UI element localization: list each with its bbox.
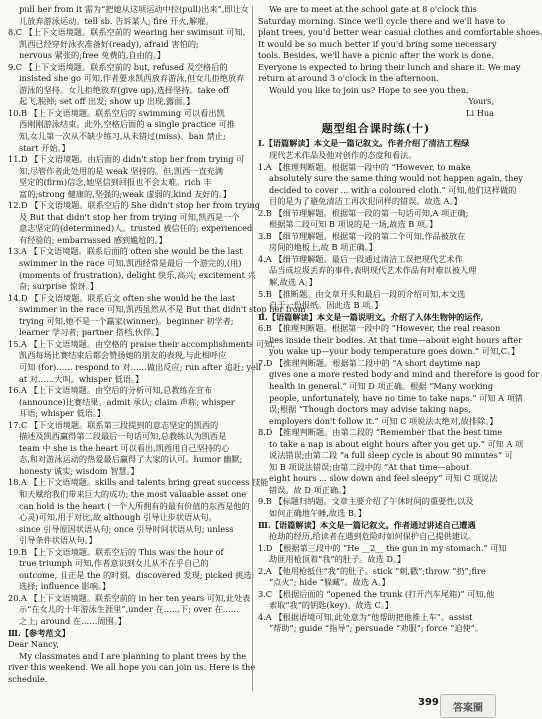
text-line: trying 可知,她不是一个赢家(winner)。beginner 初学者; bbox=[19, 315, 234, 326]
text-line: 目的是为了避免清洁工再次犯同样的错误。故选 A。】 bbox=[269, 196, 462, 207]
text-line: 西刚刚游泳结束。此外,空格后面的 a single practice 可推 bbox=[19, 119, 235, 130]
text-line: 6.B 【推理判断题。根据第一段中的 “However, the real reason bbox=[258, 323, 501, 334]
text-line: 凯西已经穿好泳衣准备好(ready), afraid 害怕的; bbox=[19, 38, 199, 49]
text-line: 抢劫的经历,给读者在遇到危险时如何保护自己提供建议。 bbox=[269, 531, 477, 542]
text-line: My classmates and I are planning to plant trees by the bbox=[19, 650, 247, 661]
text-line: Would you like to join us? Hope to see you then. bbox=[269, 84, 469, 95]
text-line: can hold is the heart (一个人所拥有的最有价值的东西是他的 bbox=[19, 500, 250, 511]
text-line: swimmer in the race 可知,凯西虽然从不是 But that didn't stop her from bbox=[19, 304, 306, 315]
text-line: 选择; influence 影响。】 bbox=[19, 581, 111, 592]
text-line: (announce)比赛结果。admit 承认; claim 声称; whisper bbox=[19, 396, 235, 407]
text-line: 说法错误;由第二段 “a full sleep cycle is about 90 minutes” 可 bbox=[269, 450, 513, 461]
text-line: Li Hua bbox=[466, 107, 494, 118]
text-line: 5.B 【推断题。由文章开头和最后一段的介绍可知,本文选 bbox=[258, 288, 466, 299]
text-line: team 中 she is the heart 可以看出,凯西用自己坚持的心 bbox=[19, 442, 230, 453]
text-line: 知,尽管作者此处用的是 weak 坚持的。但,凯西一直充满 bbox=[19, 165, 224, 176]
text-line: to take a nap is about eight hours after you get up.” 可知 A 项 bbox=[269, 438, 524, 449]
text-line: start 开始。】 bbox=[19, 142, 70, 153]
text-line: 现代艺术作品及他对创作的态度和看法。 bbox=[269, 150, 417, 161]
section-heading: Ⅲ.【语篇解读】本文是一篇记叙文。作者通过讲述自己遭遇 bbox=[258, 519, 476, 530]
text-line: 房间的地板上,故 B 项正确。】 bbox=[269, 242, 377, 253]
text-line: (moments of frustration), delight 快乐,高兴; excitement 兴 bbox=[19, 269, 256, 280]
text-line: 18.A 【上下文语境题。skills and talents bring great success 技能 bbox=[8, 477, 269, 488]
text-line: 14.D 【下文语境题。联系后文 often she would be the last bbox=[8, 292, 236, 303]
text-line: 引导条件状语从句。】 bbox=[19, 535, 97, 546]
text-line: plant trees, you'd better wear casual clothes and comfortable shoes. bbox=[258, 27, 542, 38]
text-line: 4.A 【根据语境可知,此处意为“他帮助把他推上车”。assist bbox=[258, 611, 473, 622]
text-line: 心灵)可知,用于对比,故 although 引导让步状语从句。 bbox=[19, 512, 217, 523]
text-line: 态,和对游泳运动的热爱最后赢得了大家的认可。humor 幽默; bbox=[19, 454, 243, 465]
text-line: learner 学习者; partner 搭档,伙伴。】 bbox=[19, 327, 164, 338]
text-line: 描述及凯西赢得第二段最后一句话可知,总教练认为凯西是 bbox=[19, 431, 227, 442]
text-line: Dear Nancy, bbox=[8, 639, 59, 650]
text-line: decided to cover ... with a coloured cloth.” 可知,他们这样做的 bbox=[269, 184, 517, 195]
watermark-logo: 答案圈 bbox=[440, 694, 496, 718]
text-line: 儿放弃游泳运动。tell sb. 告诉某人; fire 开火,解雇。 bbox=[19, 15, 214, 26]
text-line: 耳语; whisper 低语。】 bbox=[19, 408, 106, 419]
text-line: 示“在女儿的十年游泳生涯里”,under 在……下; over 在…… bbox=[19, 604, 239, 615]
text-line: 8.D 【推理判断题。由第二段的 “Remember that the best time bbox=[258, 427, 503, 438]
text-line: Yours, bbox=[468, 96, 494, 107]
text-line: at 对……大叫。whisper 低语。】 bbox=[19, 373, 144, 384]
text-line: health in general.” 可知 D 项正确。根据 “Many working bbox=[269, 380, 494, 391]
text-line: 4.A 【细节理解题。最后一段通过清洁工误把现代艺术作 bbox=[258, 253, 463, 264]
text-line: 3.B 【细节理解题。根据第一段的第二个可知,作品被放在 bbox=[258, 230, 466, 241]
text-line: “帮助”; guide “指导”; persuade “劝服”; force “迫使”。 bbox=[269, 623, 484, 634]
text-line: 如何正确地午睡,故选 B。】 bbox=[269, 507, 367, 518]
text-line: employers don't follow it.” 可知 C 项说法太绝对,故排除。】 bbox=[269, 415, 498, 426]
page-number: 399 bbox=[418, 697, 439, 708]
column-divider bbox=[252, 6, 253, 691]
text-line: you wake up—your body temperature goes down.” 可知,C。】 bbox=[269, 346, 520, 357]
text-line: absolutely sure the same thing would not happen again, they bbox=[269, 173, 523, 184]
text-line: 9.B 【标题归纳题。文章主要介绍了午休时间的重要性,以及 bbox=[258, 496, 474, 507]
text-line: 10.B 【上下文语境题。联系空后的 swimming 可以看出凯 bbox=[8, 107, 225, 118]
text-line: 1.D 【根据第三段中的 “He __2__ the gun in my stomach.” 可知 bbox=[258, 542, 507, 553]
text-line: 及 But that didn't stop her from trying 可知,凯西是一个 bbox=[19, 211, 240, 222]
text-line: nervous 紧张的;free 免费的,自由的。】 bbox=[19, 50, 166, 61]
text-line: 误;根据 “Though doctors may advise taking naps, bbox=[269, 404, 471, 415]
text-line: It would be so much better if you'd bring some necessary bbox=[258, 38, 497, 49]
text-line: 坚定的(firm)信念,她坚信到回报也不会太难。rich 丰 bbox=[19, 177, 212, 188]
text-line: outcome, 且正是 the 的时刻。discovered 发现; picked 挑选; bbox=[19, 569, 255, 580]
text-line: We are to meet at the school gate at 8 o'clock this bbox=[269, 4, 477, 14]
text-line: 错误。故 D 项正确。】 bbox=[269, 484, 351, 495]
text-line: 17.C 【下文语境题。联系第三段提到的意志坚定的凯西的 bbox=[8, 419, 219, 430]
section-heading: Ⅰ.【语篇解读】本文是一篇记叙文。作者介绍了清洁工程绿 bbox=[258, 138, 470, 149]
text-line: 13.A 【下文语境题。联系后面的 often she would be the last bbox=[8, 246, 243, 257]
text-line: 19.B 【上下文语境题。联系空后的 This was the hour of bbox=[8, 546, 224, 557]
text-line: 可知 (for)…… respond to 对……做出反应; run after 追赶; yell bbox=[19, 361, 262, 372]
text-line: 2.B 【细节理解题。根据第一段的第一句话可知,A 项正确; bbox=[258, 207, 469, 218]
text-line: 1.A 【推理判断题。根据第一段中的 “However, to make bbox=[258, 161, 471, 172]
text-line: 7.D 【推理判断题。根据第二段中的 “A short daytime nap bbox=[258, 357, 481, 368]
text-line: 12.D 【下文语境题。联系空后的 She didn't stop her from trying bbox=[8, 200, 260, 211]
text-line: 知,女儿第一次从不缺少练习,从未错过(miss)。ban 禁止; bbox=[19, 131, 226, 142]
text-line: 劫匪用枪顶着“我”的肚子。故选 D。】 bbox=[269, 554, 406, 565]
text-line: schedule. bbox=[8, 673, 48, 684]
text-line: 知 B 项说法错误;由第二段中的 “At that time—about bbox=[269, 461, 470, 472]
text-line: 根据第二段可知 B 项说的是一场,故选 B 项。】 bbox=[269, 219, 438, 230]
text-line: 3.C 【根据后面的 “opened the trunk (打开汽车尾箱)” 可知,他 bbox=[258, 588, 495, 599]
text-line: 起飞,脱掉; set off 出发; show up 出现,露面。】 bbox=[19, 96, 195, 107]
text-line: 之上; around 在……周围。】 bbox=[19, 615, 127, 626]
text-line: 自于一份报纸。因此选 B 项。】 bbox=[269, 300, 383, 311]
text-line: 奋; surprise 惊讶。】 bbox=[19, 281, 99, 292]
text-line: people, unfortunately, have no time to take naps.” 可知 A 项错 bbox=[269, 392, 523, 403]
text-line: gives one a more rested body and mind and therefore is good for bbox=[269, 369, 540, 380]
text-line: since 引导原因状语从句; once 引导时间状语从句; unless bbox=[19, 523, 234, 534]
text-line: pull her from it 需为“把她从这项运动中拉(pull)出来”,即让女 bbox=[19, 4, 249, 14]
text-line: 索取“我”的钥匙(key)。故选 C。】 bbox=[269, 600, 394, 611]
text-line: 8.C 【上下文语境题。联系空前的 wearing her swimsuit 可知, bbox=[8, 27, 246, 38]
text-line: 品当成垃圾丢弃的事件,表明现代艺术作品有时难以被人理 bbox=[269, 265, 477, 276]
text-line: tools. Besides, we'll have a picnic after the work is done. bbox=[258, 50, 494, 61]
section-heading: Ⅱ.【语篇解读】本文是一篇说明文。介绍了人体生物钟的运作, bbox=[258, 311, 484, 322]
text-line: 意志坚定的(determined)人。trusted 被信任的; experienced bbox=[19, 223, 253, 234]
text-line: 11.D 【下文语境题。由后面的 didn't stop her from trying 可 bbox=[8, 154, 245, 165]
text-line: 游泳的坚持。女儿拒绝放弃(give up),选择坚持。take off bbox=[19, 84, 229, 95]
text-line: insisted she go 可知,作者要求凯西放弃游泳,但女儿拒绝放弃 bbox=[19, 73, 245, 84]
text-line: 富的;strong 健康的,坚强的;weak 虚弱的,kind 友好的。】 bbox=[19, 188, 232, 199]
text-line: 凯西每场比赛结束后都会赞扬她的朋友的表现,与此相呼应 bbox=[19, 350, 227, 361]
text-line: 15.A 【上下文语境题。由空格的 praise their accomplishments 可知, bbox=[8, 338, 275, 349]
text-line: 20.A 【上下文语境题。联系空前的 in her ten years 可知,此处表 bbox=[8, 592, 251, 603]
text-line: honesty 诚实; wisdom 智慧。】 bbox=[19, 465, 139, 476]
text-line: 解,故选 A。】 bbox=[269, 277, 317, 288]
text-line: true triumph 可知,作者意识到女儿从不在乎自己的 bbox=[19, 558, 209, 569]
text-line: “点火”; hide “躲藏”。故选 A。】 bbox=[269, 577, 390, 588]
text-line: Everyone is expected to bring their lunch and share it. We may bbox=[258, 61, 521, 72]
text-line: 9.C 【上下文语境题。联系空前的 but, refused 及空格后的 bbox=[8, 61, 228, 72]
text-line: 和天赋给我们带来巨大的成功; the most valuable asset one bbox=[19, 488, 247, 499]
text-line: 有经验的; embarrassed 感到尴尬的。】 bbox=[19, 234, 167, 245]
text-line: Saturday morning. Since we'll cycle there and we'll have to bbox=[258, 15, 506, 26]
text-line: swimmer in the race 可知,凯西经常是最后一个游完的,(用) bbox=[19, 258, 242, 269]
text-line: river this weekend. We all hope you can join us. Here is the bbox=[8, 662, 256, 673]
text-line: lies inside their bodies. At that time—about eight hours after bbox=[269, 334, 523, 345]
text-line: return at around 3 o'clock in the afternoon. bbox=[258, 73, 439, 84]
section-title: 题型组合课时练(十) bbox=[321, 122, 431, 136]
text-line: eight hours ... slow down and feel sleepy” 可知 C 项说法 bbox=[269, 473, 498, 484]
section-heading: Ⅲ.【参考范文】 bbox=[8, 627, 70, 638]
text-line: 16.A 【上下文语境题。由空后的分析可知,总教练在宣布 bbox=[8, 385, 213, 396]
text-line: 2.A 【他用枪抵住“我”的肚子。stick “刺,戳”;throw “扔”;fire bbox=[258, 565, 486, 576]
right-column bbox=[258, 4, 542, 635]
